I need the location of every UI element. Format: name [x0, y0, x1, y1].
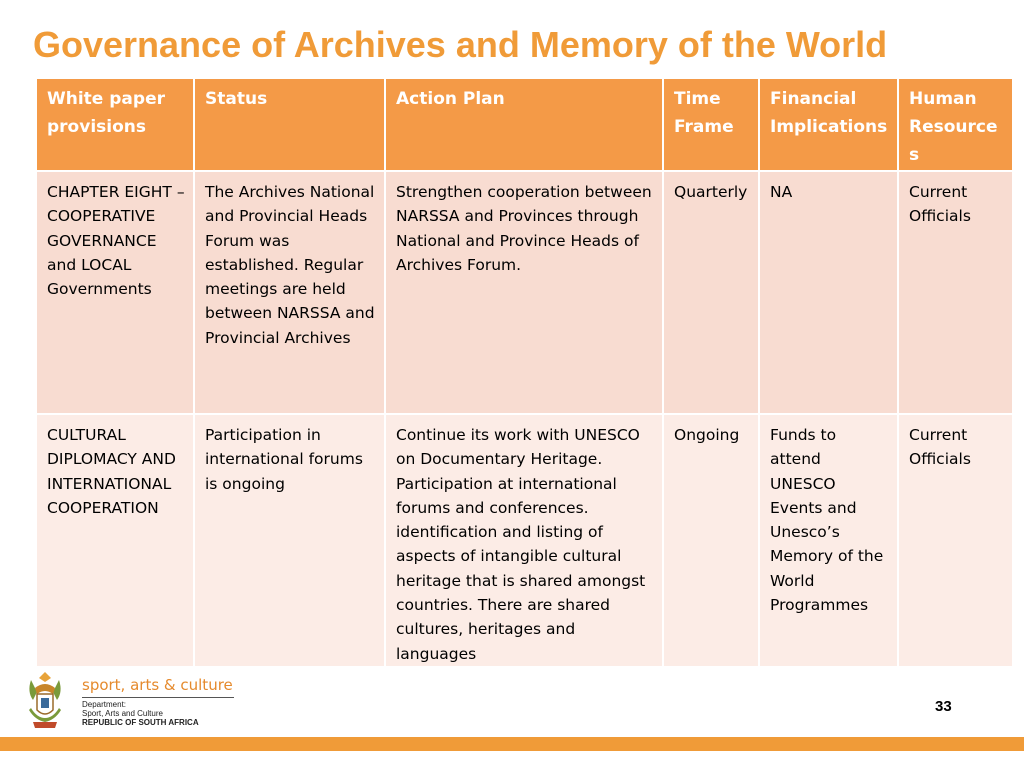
- table-row: [36, 171, 1013, 414]
- department-divider: [82, 697, 234, 698]
- cell-financial-implications: Funds to attend UNESCO Events and Unesco’s Memory of the World Programmes: [759, 414, 898, 667]
- table-header-row: [36, 78, 1013, 171]
- cell-action-plan: Continue its work with UNESCO on Documentary Heritage. Participation at international forums and conferences. identification and listing of aspects of intangible cultural heritage that is shared amongst countries. There are shared cultures, heritages and languages: [385, 414, 663, 667]
- cell-provision: CHAPTER EIGHT – COOPERATIVE GOVERNANCE and LOCAL Governments: [36, 171, 194, 414]
- header-financial-implications: Financial Implications: [759, 78, 898, 171]
- cell-human-resources: Current Officials: [898, 414, 1013, 667]
- department-full-name: Sport, Arts and Culture: [82, 709, 163, 718]
- header-time-frame: Time Frame: [663, 78, 759, 171]
- page-number: 33: [935, 698, 952, 715]
- header-action-plan: Action Plan: [385, 78, 663, 171]
- cell-time-frame: Ongoing: [663, 414, 759, 667]
- coat-of-arms-icon: [25, 670, 65, 732]
- cell-human-resources: Current Officials: [898, 171, 1013, 414]
- country-name: REPUBLIC OF SOUTH AFRICA: [82, 718, 199, 727]
- header-status: Status: [194, 78, 385, 171]
- cell-provision: CULTURAL DIPLOMACY AND INTERNATIONAL COOPERATION: [36, 414, 194, 667]
- slide-title: Governance of Archives and Memory of the World: [33, 24, 888, 65]
- header-human-resources: Human Resources: [898, 78, 1013, 171]
- cell-action-plan: Strengthen cooperation between NARSSA and Provinces through National and Province Heads of Archives Forum.: [385, 171, 663, 414]
- cell-status: Participation in international forums is ongoing: [194, 414, 385, 667]
- header-white-paper-provisions: White paper provisions: [36, 78, 194, 171]
- department-name: sport, arts & culture: [82, 676, 233, 694]
- governance-table: [35, 77, 1014, 668]
- bottom-accent-bar: [0, 737, 1024, 751]
- cell-status: The Archives National and Provincial Heads Forum was established. Regular meetings are held between NARSSA and Provincial Archives: [194, 171, 385, 414]
- department-label: Department:: [82, 700, 127, 709]
- cell-financial-implications: NA: [759, 171, 898, 414]
- cell-time-frame: Quarterly: [663, 171, 759, 414]
- table-row: [36, 414, 1013, 667]
